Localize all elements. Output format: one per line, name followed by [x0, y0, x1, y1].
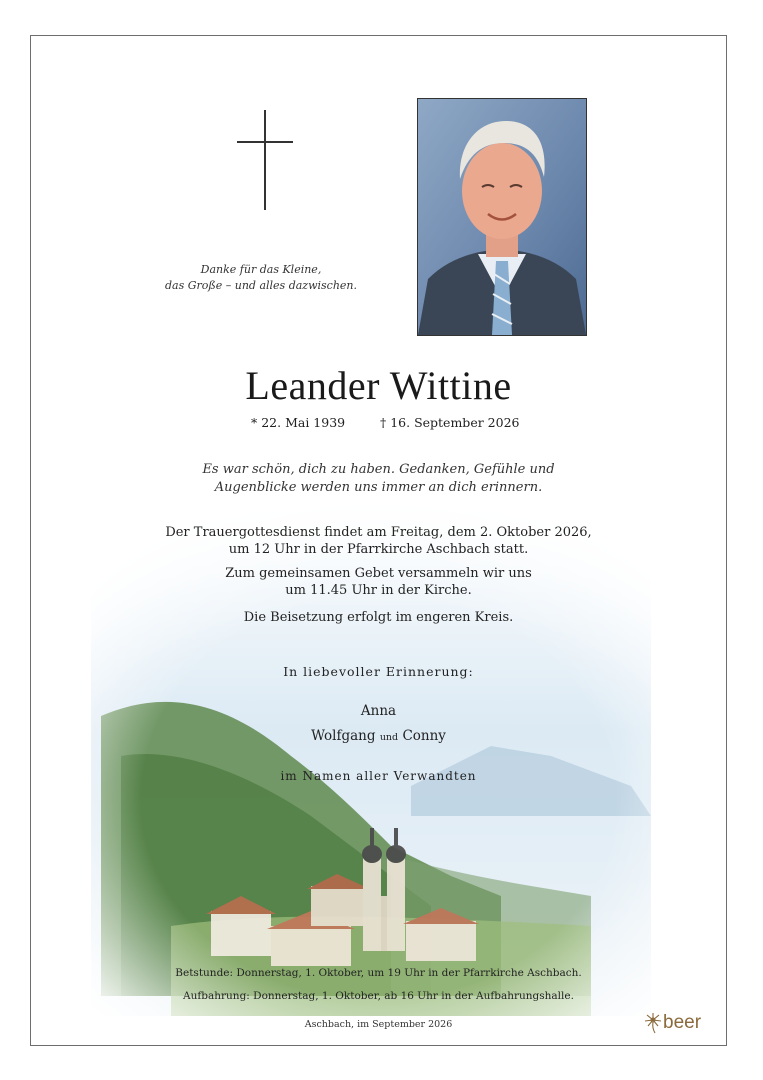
- motto-line-2: das Große – und alles dazwischen.: [164, 279, 358, 292]
- motto-line-1: Danke für das Kleine,: [200, 263, 322, 276]
- aufbahrung-info: Aufbahrung: Donnerstag, 1. Oktober, ab 16 Uhr in der Aufbahrungshalle.: [183, 990, 574, 1002]
- remembrance-quote: [31, 461, 726, 497]
- logo-text: beer: [663, 1012, 702, 1033]
- prayer-line-2: um 11.45 Uhr in der Kirche.: [285, 583, 472, 598]
- mourner-second-a: Wolfgang: [311, 728, 376, 744]
- service-info: [31, 524, 726, 558]
- burial-info: Die Beisetzung erfolgt im engeren Kreis.: [243, 610, 514, 625]
- mourner-first: Anna: [360, 703, 397, 719]
- cross-horizontal: [237, 141, 293, 143]
- mourner-second: [31, 728, 726, 744]
- motto: [151, 262, 371, 294]
- portrait-illustration: [418, 99, 586, 335]
- quote-line-1: Es war schön, dich zu haben. Gedanken, Gefühle und: [202, 462, 555, 477]
- betstunde-info: Betstunde: Donnerstag, 1. Oktober, um 19 Uhr in der Pfarrkirche Aschbach.: [175, 967, 582, 979]
- mourner-second-b: Conny: [402, 728, 446, 744]
- death-date: † 16. September 2026: [380, 415, 520, 430]
- cross-vertical: [264, 110, 266, 210]
- place-date: Aschbach, im September 2026: [304, 1019, 453, 1030]
- service-line-1: Der Trauergottesdienst findet am Freitag, dem 2. Oktober 2026,: [165, 525, 592, 540]
- service-line-2: um 12 Uhr in der Pfarrkirche Aschbach statt.: [228, 542, 529, 557]
- beer-logo: [643, 1012, 701, 1034]
- prayer-info: [31, 565, 726, 599]
- deceased-name: Leander Wittine: [245, 363, 512, 408]
- mourner-und: und: [379, 732, 399, 743]
- birth-date: * 22. Mai 1939: [251, 415, 346, 430]
- memory-intro: In liebevoller Erinnerung:: [283, 664, 474, 679]
- portrait-photo: [417, 98, 587, 336]
- quote-line-2: Augenblicke werden uns immer an dich erinnern.: [214, 480, 543, 495]
- prayer-line-1: Zum gemeinsamen Gebet versammeln wir uns: [225, 566, 532, 581]
- obituary-card: [30, 35, 727, 1046]
- relatives-line: im Namen aller Verwandten: [280, 769, 477, 783]
- dandelion-icon: [643, 1012, 663, 1034]
